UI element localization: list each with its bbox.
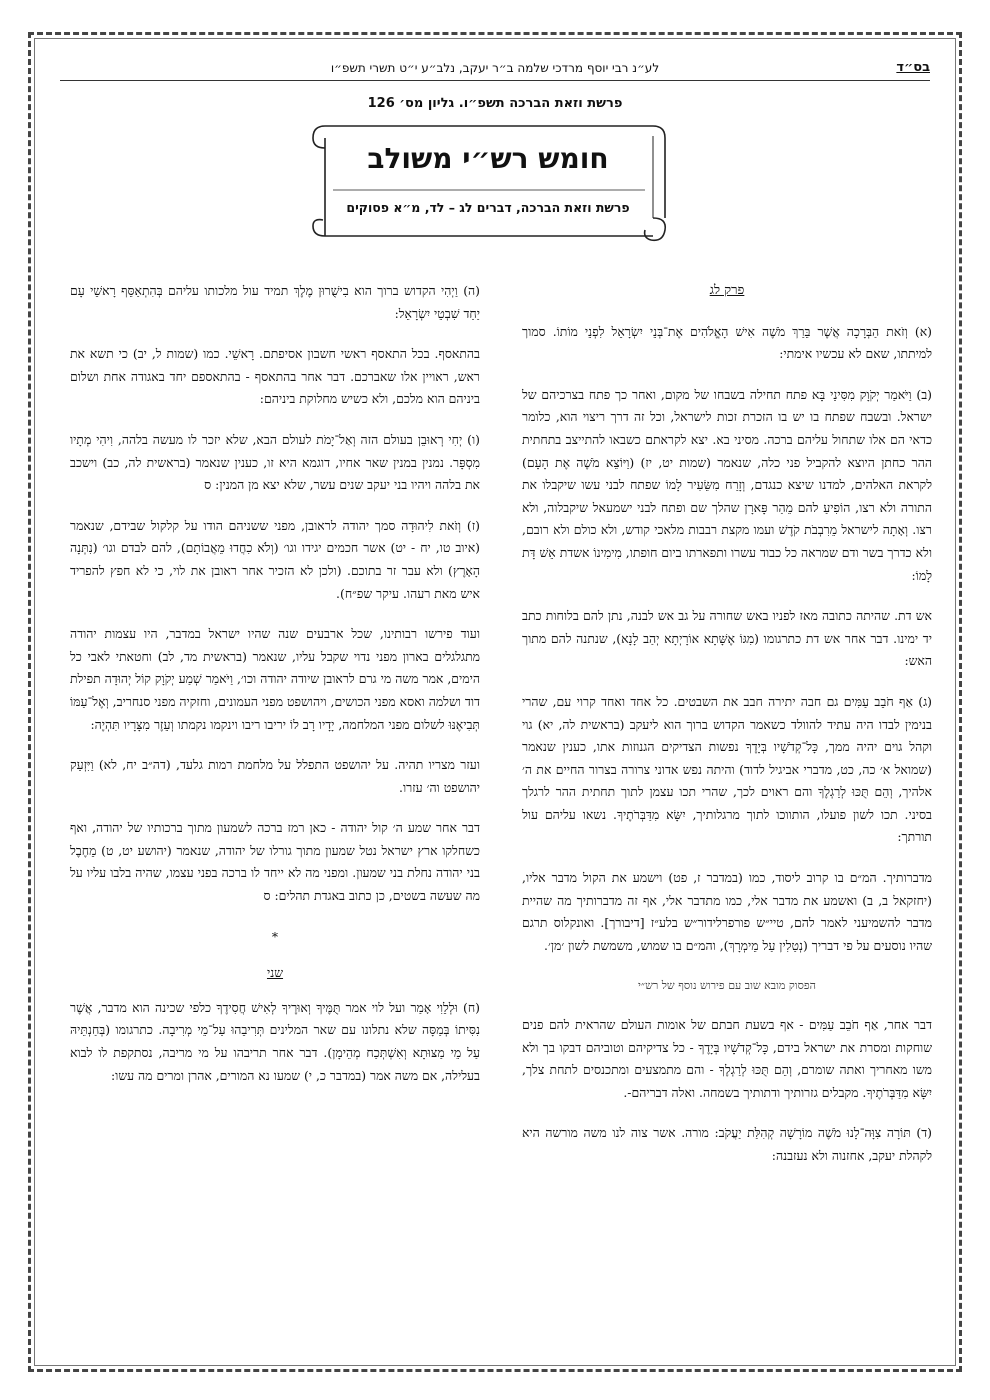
commentary-paragraph: מדברותיך. המ״ם בו קרוב ליסוד, כמו (במדבר ז, פט) וישמע את הקול מדבר אליו, (יחזקאל ב, ב) ואשמע את מדבר אלי, כמו מתדבר אלי, אף זה מדברותיך מה שהיית מדבר להשמיעני לאמר להם, טיי״ש פורפרלידור״ש בלע״ז [דיבורך]. ואונקלוס תרגם שהיו נוסעים על פי דבריך (נְטַלִין עַל מֵימְרָךְ), והמ״ם בו שמוש, משמשת לשון ׳מן׳.: [522, 870, 932, 953]
parasha-subtitle: פרשת וזאת הברכה, דברים לג – לד, מ״א פסוקים: [346, 200, 630, 215]
right-text-column: [522, 280, 932, 1186]
note-line: הפסוק מובא שוב עם פירוש נוסף של רש״י: [638, 979, 816, 993]
verse-paragraph: (ג) אַף חֹבֵב עַמִּים גם חבה יתירה חבב את השבטים. כל אחד ואחד קרוי עם, שהרי בנימין לבדו היה עתיד להוולד כשאמר הקדוש ברוך הוא ליעקב (בראשית לה, יא) גוי וקהל גוים יהיה ממך, כָּל־קְדֹשָׁיו בְּיָדֶךָ נפשות הצדיקים הגנוזות אתו, כענין שנאמר (שמואל א׳ כה, כט, מדברי אביגיל לדוד) והיתה נפש אדוני צרורה בצרור החיים את ה׳ אלהיך, וְהֵם תֻּכּוּ לְרַגְלֶךָ והם ראוים לכך, שהרי תכו עצמן לתוך תחתית ההר לרגלך בסיני. תכו לשון פועלו, הותווכו לתוך מרגלותיך, יִשָּׂא מִדַּבְּרֹתֶיךָ. נשאו עליהם עול תורתך:: [522, 693, 932, 845]
commentary-paragraph: בהתאסף. בכל התאסף ראשי חשבון אסיפתם. רָאשֵׁי. כמו (שמות ל, יב) כי תשא את ראש, ראויין אלו שאברכם. דבר אחר בהתאסף - בהתאספם יחד באגודה אחת ושלום ביניהם הוא מלכם, ולא כשיש מחלוקת ביניהם:: [70, 346, 480, 407]
verse-paragraph: (ו) יְחִי רְאוּבֵן בעולם הזה וְאַל־יָמֹת לעולם הבא, שלא יזכר לו מעשה בלהה, וִיהִי מְתָיו מִסְפָּר. נמנין במנין שאר אחיו, דוגמא היא זו, כענין שנאמר (בראשית לה, כב) וישכב את בלהה ויהיו בני יעקב שנים עשר, שלא יצא מן המנין: ס: [70, 431, 480, 493]
verse-paragraph: (ז) וְזֹאת לִיהוּדָה סמך יהודה לראובן, מפני ששניהם הודו על קלקול שבידם, שנאמר (איוב טו, יח - יט) אשר חכמים יגידו וגו׳ (וְלֹא כִחֲדוּ מֵאֲבוֹתָם), להם לבדם וגו׳ (נִתְּנָה הָאָרֶץ) ולא עבר זר בתוכם. (ולכן לא הזכיר אחר ראובן את לוי, כי לא חפץ להפריד איש מאת רעהו. עיקר שפ״ח).: [70, 517, 480, 601]
scroll-frame-graphic: [303, 118, 673, 248]
main-title: חומש רש״י משולב: [367, 142, 609, 175]
section-divider-star: *: [271, 928, 279, 944]
header-line: [60, 58, 930, 81]
bsd-mark: בס״ד: [896, 60, 930, 75]
commentary-paragraph: אש דת. שהיתה כתובה מאז לפניו באש שחורה על גב אש לבנה, נתן להם בלוחות כתב יד ימינו. דבר אחר אש דת כתרגומו (מִגּוֹ אֶשָּׁתָא אוֹרָיְתָא יְהַב לָנָא), שנתנה להם מתוך האש:: [522, 608, 932, 669]
dedication-text: לע״נ רבי יוסף מרדכי שלמה ב״ר יעקב, נלב״ע י״ט תשרי תשפ״ו: [330, 61, 660, 75]
commentary-paragraph: ועוד פירשו רבותינו, שכל ארבעים שנה שהיו ישראל במדבר, היו עצמות יהודה מתגלגלים בארון מפני נדוי שקבל עליו, שנאמר (בראשית מד, לב) וחטאתי לאבי כל הימים, אמר משה מי גרם לראובן שיודה יהודה וכו׳, וַיֹּאמַר שְׁמַע יְקֹוָק קוֹל יְהוּדָה תפילת דוד ושלמה ואסא מפני הכושים, ויהושפט מפני העמונים, וחזקיה מפני סנחריב, וְאֶל־עַמּוֹ תְּבִיאֶנּוּ לשלום מפני המלחמה, יָדָיו רָב לוֹ יריבו ריבו וינקמו נקמתו וְעֵזֶר מִצָּרָיו תִּהְיֶה:: [70, 626, 480, 732]
verse-paragraph: (ה) וַיְהִי הקדוש ברוך הוא בִישֻׁרוּן מֶלֶךְ תמיד עול מלכותו עליהם בְּהִתְאַסֵּף רָאשֵׁי עָם יַחַד שִׁבְטֵי יִשְׂרָאֵל:: [70, 283, 480, 321]
aliyah-heading: שני: [266, 965, 284, 981]
verse-paragraph: (ד) תּוֹרָה צִוָּה־לָנוּ מֹשֶׁה מוֹרָשָׁה קְהִלַּת יַעֲקֹב: מורה. אשר צוה לנו משה מורשה היא לקהלת יעקב, אחזנוה ולא נעזבנה:: [522, 1125, 932, 1163]
verse-paragraph: (ח) וּלְלֵוִי אָמַר ועל לוי אמר תֻּמֶּיךָ וְאוּרֶיךָ לְאִישׁ חֲסִידֶךָ כלפי שכינה הוא מדבר, אֲשֶׁר נִסִּיתוֹ בְּמַסָּה שלא נתלונו עם שאר המלינים תְּרִיבֵהוּ עַל־מֵי מְרִיבָה. כתרגומו (בְּחַנְתֵּיהּ עַל מֵי מַצּוּתָא וְאִשְׁתְּכַח מְהֵימָן). דבר אחר תריבהו על מי מריבה, נסתקפת לו לבוא בעלילה, אם משה אמר (במדבר כ, י) שמעו נא המורים, אהרן ומרים מה עשו:: [70, 999, 480, 1083]
title-scroll: [303, 118, 673, 248]
verse-paragraph: (א) וְזֹאת הַבְּרָכָה אֲשֶׁר בֵּרַךְ מֹשֶׁה אִישׁ הָאֱלֹהִים אֶת־בְּנֵי יִשְׂרָאֵל לִפְנֵי מוֹתוֹ. סמוך למיתתו, שאם לא עכשיו אימתי:: [522, 323, 932, 362]
issue-line: פרשת וזאת הברכה תשפ״ו. גליון מס׳ 126: [367, 96, 623, 111]
commentary-paragraph: דבר אחר, אַף חֹבֵב עַמִּים - אף בשעת חבתם של אומות העולם שהראית להם פנים שוחקות ומסרת את ישראל בידם, כָּל־קְדֹשָׁיו בְּיָדֶךָ - כל צדיקיהם וטוביהם דבקו בך ולא משו מאחריך ואתה שומרם, וְהֵם תֻּכּוּ לְרַגְלֶךָ - והם מתמצעים ומתכנסים לתחת צלך, יִשָּׂא מִדַּבְּרֹתֶיךָ. מקבלים גזרותיך ודתותיך בשמחה. ואלה דבריהם-.: [522, 1017, 932, 1100]
verse-paragraph: (ב) וַיֹּאמַר יְקֹוָק מִסִּינַי בָּא פתח תחילה בשבחו של מקום, ואחר כך פתח בצרכיהם של ישראל. ובשבח שפתח בו יש בו הזכרת זכות לישראל, וכל זה דרך ריצוי הוא, כלומר כדאי הם אלו שתחול עליהם ברכה. מסיני בא. יצא לקראתם כשבאו להתייצב בתחתית ההר כחתן היוצא להקביל פני כלה, שנאמר (שמות יט, יז) (וַיּוֹצֵא מֹשֶׁה אֶת הָעָם) לקראת האלהים, למדנו שיצא כנגדם, וְזָרַח מִשֵּׂעִיר לָמוֹ שפתח לבני עשו שיקבלו את התורה ולא רצו, הוֹפִיעַ להם מֵהַר פָּארָן שהלך שם ופתח לבני ישמעאל שיקבלוה, ולא רצו. וְאָתָה לישראל מֵרִבְבֹת קֹדֶשׁ ועמו מקצת רבבות מלאכי קודש, ולא כולם ולא רובם, ולא כדרך בשר ודם שמראה כל כבוד עשרו ותפארתו ביום חופתו, מִימִינוֹ אשדת אֵשׁ דָּת לָמוֹ:: [522, 386, 932, 583]
commentary-paragraph: דבר אחר שמע ה׳ קול יהודה - כאן רמז ברכה לשמעון מתוך ברכותיו של יהודה, ואף כשחלקו ארץ ישראל נטל שמעון מתוך גורלו של יהודה, שנאמר (יהושע יט, ט) מֵחֶבֶל בני יהודה נחלת בני שמעון. ומפני מה לא ייחד לו ברכה בפני עצמו, שהיה בלבו עליו על מה שעשה בשטים, כן כתוב באגדת תהלים: ס: [70, 820, 480, 904]
left-text-column: [70, 280, 480, 1105]
chapter-heading: פרק לג: [709, 283, 745, 298]
commentary-paragraph: ועזר מצריו תהיה. על יהושפט התפלל על מלחמת רמות גלעד, (דה״ב יח, לא) וַיִּזְעַק יהושפט וה׳ עזרו.: [70, 757, 480, 795]
